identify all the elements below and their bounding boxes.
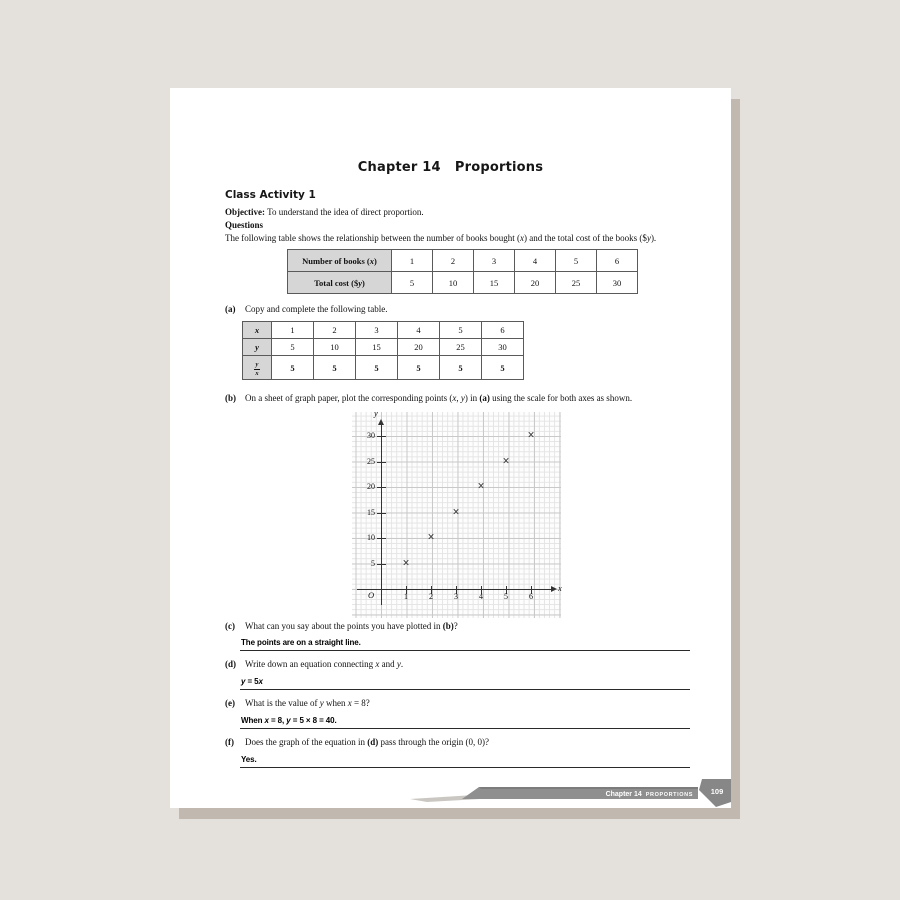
footer-chapter-text <box>606 791 693 798</box>
part-f-answer: Yes. <box>241 755 257 764</box>
data-point-marker: × <box>477 481 485 492</box>
y-axis-line <box>381 424 382 605</box>
table-cell: 4 <box>515 250 556 272</box>
table-cell: 25 <box>556 272 597 294</box>
table-cell: 15 <box>474 272 515 294</box>
table-cell: 10 <box>433 272 474 294</box>
part-c <box>225 621 707 631</box>
part-e-label: (e) <box>225 698 235 708</box>
answer-rule <box>240 728 690 729</box>
table-cell: 25 <box>440 339 482 356</box>
part-e <box>225 698 707 708</box>
row-header: Total cost ($y) <box>288 272 392 294</box>
y-tick-label: 15 <box>367 507 375 517</box>
table-cell: 20 <box>515 272 556 294</box>
part-b <box>225 393 707 403</box>
activity-heading: Class Activity 1 <box>225 189 316 201</box>
table-cell: 10 <box>314 339 356 356</box>
part-a <box>225 304 707 314</box>
table-row <box>243 322 524 339</box>
textbook-page <box>170 88 731 808</box>
table-cell: 1 <box>272 322 314 339</box>
y-tick <box>377 564 386 565</box>
part-c-answer: The points are on a straight line. <box>241 638 361 647</box>
table-cell: 3 <box>356 322 398 339</box>
row-header: Number of books (x) <box>288 250 392 272</box>
part-d-question: Write down an equation connecting x and y. <box>245 659 404 669</box>
y-tick-label: 10 <box>367 533 375 542</box>
part-d <box>225 659 707 669</box>
part-f <box>225 737 707 747</box>
table-cell: 2 <box>433 250 474 272</box>
footer-ribbon <box>405 776 731 808</box>
x-tick-label: 1 <box>404 592 408 601</box>
part-e-question: What is the value of y when x = 8? <box>245 698 370 708</box>
intro-text: The following table shows the relationship between the number of books bought (x) and the total cost of the books ($y). <box>225 233 657 243</box>
row-header <box>243 356 272 380</box>
completion-table <box>242 321 524 380</box>
x-tick-label: 6 <box>529 592 533 601</box>
y-tick-label: 30 <box>367 431 375 440</box>
objective-text: To understand the idea of direct proportion. <box>264 207 424 217</box>
y-tick-label: 20 <box>367 482 375 491</box>
scatter-plot <box>352 408 562 618</box>
answer-rule <box>240 689 690 690</box>
data-point-marker: × <box>527 430 535 441</box>
part-d-answer: y = 5x <box>241 677 263 686</box>
y-tick <box>377 436 386 437</box>
x-axis-label: x <box>558 583 562 593</box>
footer-band-edge <box>479 787 698 789</box>
table-cell: 30 <box>482 339 524 356</box>
table-cell: 4 <box>398 322 440 339</box>
table-cell: 5 <box>272 339 314 356</box>
x-axis-line <box>357 589 551 590</box>
table-cell: 20 <box>398 339 440 356</box>
table-cell: 15 <box>356 339 398 356</box>
fraction-header: $\frac{y}{x}$ <box>255 361 259 377</box>
table-cell: 3 <box>474 250 515 272</box>
x-tick-label: 2 <box>429 592 433 601</box>
answer-cell: 5 <box>314 356 356 380</box>
row-header: y <box>243 339 272 356</box>
y-tick-label: 5 <box>371 558 375 568</box>
table-cell: 5 <box>440 322 482 339</box>
footer-section-label: PROPORTIONS <box>645 792 693 798</box>
table-cell: 5 <box>556 250 597 272</box>
answer-rule <box>240 650 690 651</box>
table-cell: 5 <box>392 272 433 294</box>
row-header: x <box>243 322 272 339</box>
part-d-label: (d) <box>225 659 236 669</box>
table-row <box>243 356 524 380</box>
answer-rule <box>240 767 690 768</box>
part-a-label: (a) <box>225 304 236 314</box>
y-tick <box>377 513 386 514</box>
objective-label: Objective: <box>225 207 265 217</box>
footer-page-number: 109 <box>710 787 724 796</box>
x-axis-arrow-icon <box>551 586 557 592</box>
table-row <box>243 339 524 356</box>
objective-line <box>225 207 424 217</box>
answer-cell: 5 <box>440 356 482 380</box>
part-f-question: Does the graph of the equation in (d) pass through the origin (0, 0)? <box>245 737 489 747</box>
part-e-answer: When x = 8, y = 5 × 8 = 40. <box>241 716 337 725</box>
y-tick <box>377 462 386 463</box>
footer-chapter-label: Chapter 14 <box>605 791 642 798</box>
cost-table <box>287 249 638 294</box>
answer-cell: 5 <box>272 356 314 380</box>
data-point-marker: × <box>427 532 435 543</box>
data-point-marker: × <box>452 507 460 517</box>
table-cell: 1 <box>392 250 433 272</box>
table-row <box>288 250 638 272</box>
table-row <box>288 272 638 294</box>
x-tick-label: 5 <box>504 592 508 601</box>
answer-cell: 5 <box>398 356 440 380</box>
part-b-question: On a sheet of graph paper, plot the corresponding points (x, y) in (a) using the scale for both axes as shown. <box>245 393 633 403</box>
part-b-label: (b) <box>225 393 236 403</box>
part-c-question: What can you say about the points you have plotted in (b)? <box>245 621 458 631</box>
y-tick-label: 25 <box>367 456 375 466</box>
y-tick <box>377 487 386 488</box>
data-point-marker: × <box>502 456 510 466</box>
chapter-title: Chapter 14 Proportions <box>357 160 544 175</box>
table-cell: 6 <box>597 250 638 272</box>
y-tick <box>377 538 386 539</box>
y-axis-arrow-icon <box>378 419 384 425</box>
data-point-marker: × <box>402 558 410 568</box>
questions-label: Questions <box>225 220 264 230</box>
answer-cell: 5 <box>482 356 524 380</box>
part-c-label: (c) <box>225 621 235 631</box>
part-f-label: (f) <box>225 737 234 747</box>
answer-cell: 5 <box>356 356 398 380</box>
x-tick-label: 3 <box>454 592 458 601</box>
origin-label: O <box>368 590 375 600</box>
table-cell: 6 <box>482 322 524 339</box>
part-a-question: Copy and complete the following table. <box>245 304 388 314</box>
table-cell: 30 <box>597 272 638 294</box>
table-cell: 2 <box>314 322 356 339</box>
y-axis-label: y <box>374 408 378 418</box>
x-tick-label: 4 <box>479 592 483 601</box>
